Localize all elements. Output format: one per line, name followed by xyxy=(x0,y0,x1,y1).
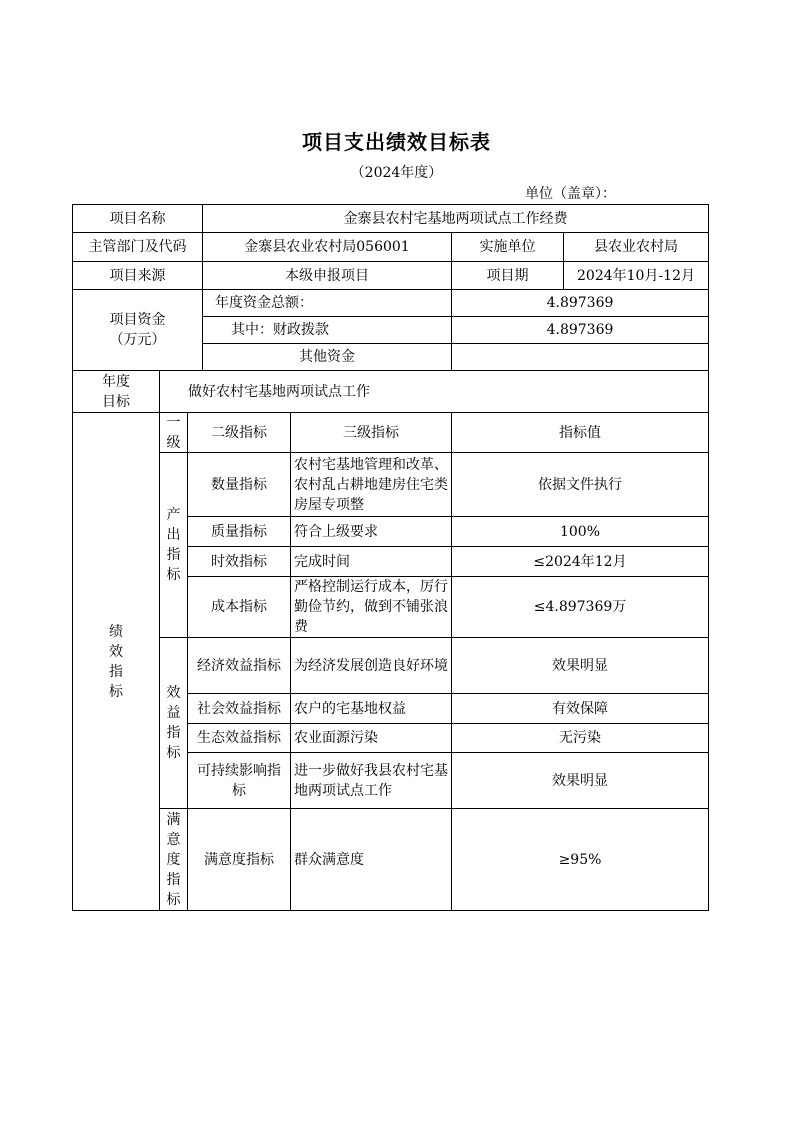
l3-economic: 为经济发展创造良好环境 xyxy=(290,637,452,694)
l2-satisfaction: 满意度指标 xyxy=(187,808,291,911)
other-funds-label: 其他资金 xyxy=(202,343,452,371)
perf-indicator-label xyxy=(72,412,160,911)
level3-header: 三级指标 xyxy=(290,412,452,453)
value-timeliness: ≤2024年12月 xyxy=(451,546,709,577)
value-header: 指标值 xyxy=(451,412,709,453)
level2-header: 二级指标 xyxy=(187,412,291,453)
perf-char: 效 xyxy=(109,643,123,660)
level1-header xyxy=(159,412,188,453)
total-funds-label: 年度资金总额： xyxy=(202,289,452,317)
perf-char: 标 xyxy=(109,683,123,700)
benefit-indicator-label xyxy=(159,637,188,809)
l3-social: 农户的宅基地权益 xyxy=(290,693,452,724)
dept-value: 金寨县农业农村局056001 xyxy=(202,232,452,262)
l2-social: 社会效益指标 xyxy=(187,693,291,724)
goal-value: 做好农村宅基地两项试点工作 xyxy=(159,370,709,413)
funds-label xyxy=(72,289,203,371)
impl-value: 县农业农村局 xyxy=(563,232,709,262)
l3-timeliness: 完成时间 xyxy=(290,546,452,577)
unit-seal-label: 单位（盖章）： xyxy=(525,186,616,202)
l2-quality: 质量指标 xyxy=(187,516,291,547)
benefit-char: 指 xyxy=(166,725,181,741)
benefit-char: 效 xyxy=(166,685,181,701)
l3-sustainable: 进一步做好我县农村宅基地两项试点工作 xyxy=(290,752,452,809)
value-satisfaction: ≥95% xyxy=(451,808,709,911)
value-economic: 效果明显 xyxy=(451,637,709,694)
value-quantity: 依据文件执行 xyxy=(451,452,709,517)
benefit-char: 标 xyxy=(166,745,181,761)
value-ecological: 无污染 xyxy=(451,723,709,753)
goal-label-line2: 目标 xyxy=(102,393,130,410)
satisfaction-indicator-label xyxy=(159,808,188,911)
l3-satisfaction: 群众满意度 xyxy=(290,808,452,911)
page-title: 项目支出绩效目标表 xyxy=(302,130,491,154)
output-char: 产 xyxy=(166,507,181,523)
year-subtitle: （2024年度） xyxy=(350,165,443,181)
l3-quantity: 农村宅基地管理和改革、农村乱占耕地建房住宅类房屋专项整 xyxy=(290,452,452,517)
goal-label-line1: 年度 xyxy=(102,373,130,390)
l2-quantity: 数量指标 xyxy=(187,452,291,517)
satisfaction-char: 度 xyxy=(166,851,181,868)
level1-header-char: 一 xyxy=(166,414,181,431)
period-label: 项目期 xyxy=(451,261,564,290)
value-social: 有效保障 xyxy=(451,693,709,724)
output-char: 出 xyxy=(166,527,181,543)
level1-header-char: 级 xyxy=(166,434,181,451)
satisfaction-char: 标 xyxy=(166,891,181,908)
period-value: 2024年10月-12月 xyxy=(563,261,709,290)
fiscal-funds-value: 4.897369 xyxy=(451,316,709,344)
funds-label-line1: 项目资金 xyxy=(109,312,166,328)
satisfaction-char: 指 xyxy=(166,871,181,888)
source-value: 本级申报项目 xyxy=(202,261,452,290)
l2-sustainable: 可持续影响指标 xyxy=(187,752,291,809)
value-sustainable: 效果明显 xyxy=(451,752,709,809)
source-label: 项目来源 xyxy=(72,261,203,290)
l2-timeliness: 时效指标 xyxy=(187,546,291,577)
output-indicator-label xyxy=(159,452,188,638)
funds-label-line2: （万元） xyxy=(109,332,166,348)
total-funds-value: 4.897369 xyxy=(451,289,709,317)
perf-char: 绩 xyxy=(109,623,123,640)
output-char: 指 xyxy=(166,547,181,563)
project-name-value: 金寨县农村宅基地两项试点工作经费 xyxy=(202,204,709,233)
goal-label xyxy=(72,370,160,413)
other-funds-value xyxy=(451,343,709,371)
l2-cost: 成本指标 xyxy=(187,576,291,638)
l3-cost: 严格控制运行成本，厉行勤俭节约，做到不铺张浪费 xyxy=(290,576,452,638)
satisfaction-char: 满 xyxy=(166,811,181,828)
l3-quality: 符合上级要求 xyxy=(290,516,452,547)
fiscal-funds-label: 其中：财政拨款 xyxy=(202,316,452,344)
perf-char: 指 xyxy=(109,663,123,680)
l2-economic: 经济效益指标 xyxy=(187,637,291,694)
l2-ecological: 生态效益指标 xyxy=(187,723,291,753)
l3-ecological: 农业面源污染 xyxy=(290,723,452,753)
value-quality: 100% xyxy=(451,516,709,547)
value-cost: ≤4.897369万 xyxy=(451,576,709,638)
satisfaction-char: 意 xyxy=(166,831,181,848)
project-name-label: 项目名称 xyxy=(72,204,203,233)
dept-label: 主管部门及代码 xyxy=(72,232,203,262)
impl-label: 实施单位 xyxy=(451,232,564,262)
output-char: 标 xyxy=(166,567,181,583)
benefit-char: 益 xyxy=(166,705,181,721)
